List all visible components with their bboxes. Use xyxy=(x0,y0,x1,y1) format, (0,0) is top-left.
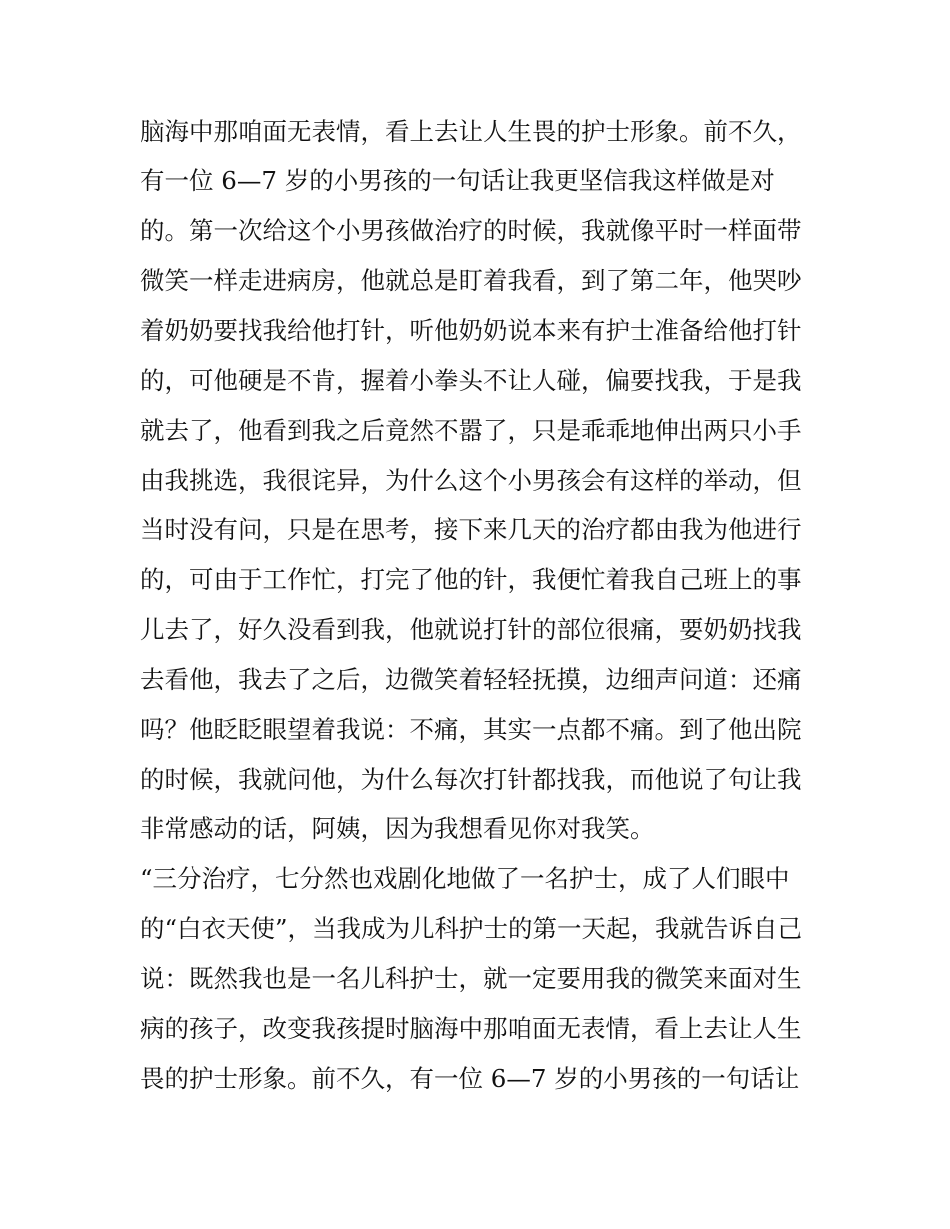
text-line: 吗？他眨眨眼望着我说：不痛，其实一点都不痛。到了他出院 xyxy=(140,715,802,744)
text-line: 由我挑选，我很诧异，为什么这个小男孩会有这样的举动，但 xyxy=(140,466,802,495)
text-line: 有一位 6—7 岁的小男孩的一句话让我更坚信我这样做是对 xyxy=(140,166,775,195)
text-line: 畏的护士形象。前不久，有一位 6—7 岁的小男孩的一句话让 xyxy=(140,1064,800,1093)
text-line: 说：既然我也是一名儿科护士，就一定要用我的微笑来面对生 xyxy=(140,964,802,993)
text-line: 就去了，他看到我之后竟然不嚣了，只是乖乖地伸出两只小手 xyxy=(140,416,802,445)
text-line: “三分治疗，七分然也戏剧化地做了一名护士，成了人们眼中 xyxy=(140,864,790,893)
text-line: 去看他，我去了之后，边微笑着轻轻抚摸，边细声问道：还痛 xyxy=(140,665,802,694)
text-line: 的时候，我就问他，为什么每次打针都找我，而他说了句让我 xyxy=(140,765,802,794)
text-line: 儿去了，好久没看到我，他就说打针的部位很痛，要奶奶找我 xyxy=(140,615,802,644)
text-line: 非常感动的话，阿姨，因为我想看见你对我笑。 xyxy=(140,814,655,843)
text-line: 微笑一样走进病房，他就总是盯着我看，到了第二年，他哭吵 xyxy=(140,266,802,295)
text-line: 的，可他硬是不肯，握着小拳头不让人碰，偏要找我，于是我 xyxy=(140,366,802,395)
text-line: 的，可由于工作忙，打完了他的针，我便忙着我自己班上的事 xyxy=(140,565,802,594)
text-line: 当时没有问，只是在思考，接下来几天的治疗都由我为他进行 xyxy=(140,515,802,544)
text-line: 着奶奶要找我给他打针，听他奶奶说本来有护士准备给他打针 xyxy=(140,316,802,345)
text-line: 的。第一次给这个小男孩做治疗的时候，我就像平时一样面带 xyxy=(140,216,802,245)
text-line: 的“白衣天使”，当我成为儿科护士的第一天起，我就告诉自己 xyxy=(140,914,803,943)
text-line: 病的孩子，改变我孩提时脑海中那咱面无表情，看上去让人生 xyxy=(140,1014,802,1043)
text-line: 脑海中那咱面无表情，看上去让人生畏的护士形象。前不久， xyxy=(140,117,802,146)
